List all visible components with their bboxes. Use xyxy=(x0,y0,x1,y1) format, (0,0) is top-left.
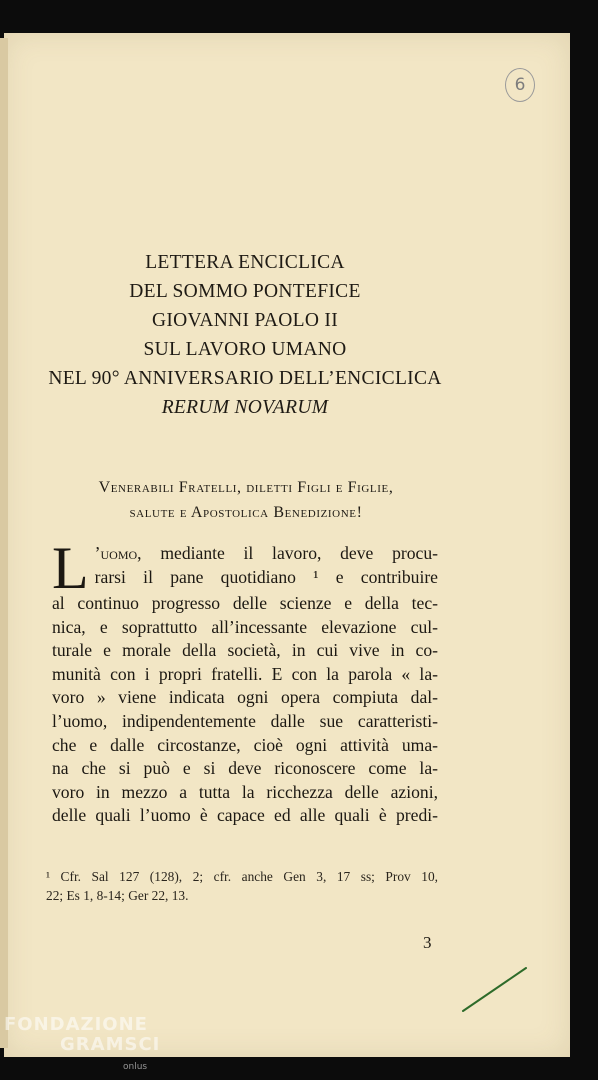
encyclical-title xyxy=(0,248,490,422)
watermark-logo xyxy=(2,1012,161,1072)
body-line: munità con i propri fratelli. E con la parola « la- xyxy=(52,663,438,684)
body-line: l’uomo, indipendentemente dalle sue caratteristi- xyxy=(52,710,438,731)
title-line: SUL LAVORO UMANO xyxy=(143,339,347,360)
body-line: rarsi il pane quotidiano ¹ e contribuire xyxy=(94,566,438,587)
body-line xyxy=(52,542,438,566)
body-line: voro in mezzo a tutta la ricchezza delle azioni, xyxy=(52,781,438,802)
body-line: nica, e soprattutto all’incessante elevazione cul- xyxy=(52,616,438,637)
body-line: delle quali l’uomo è capace ed alle quali è predi- xyxy=(52,805,438,826)
footnote-line: ¹ Cfr. Sal 127 (128), 2; cfr. anche Gen 3, 17 ss; Prov 10, xyxy=(46,869,438,884)
drop-cap: L xyxy=(52,535,89,601)
first-line-rest: mediante il lavoro, deve procu- xyxy=(141,543,438,563)
body-line: turale e morale della società, in cui vive in co- xyxy=(52,640,438,661)
title-line: GIOVANNI PAOLO II xyxy=(151,310,339,331)
body-line: che e dalle circostanze, cioè ogni attività uma- xyxy=(52,734,438,755)
title-line-italic: RERUM NOVARUM xyxy=(161,397,329,418)
pen-stroke-mark xyxy=(460,965,530,1015)
first-word-caps: ’uomo, xyxy=(94,543,142,563)
page-edge xyxy=(0,38,8,1048)
salutation-line: Venerabili Fratelli, diletti Figli e Figlie, xyxy=(98,479,394,496)
watermark-line: GRAMSCI xyxy=(60,1034,161,1055)
watermark-line: onlus xyxy=(123,1062,148,1072)
title-line: LETTERA ENCICLICA xyxy=(145,252,345,273)
footnote xyxy=(46,867,438,905)
body-paragraph xyxy=(52,535,438,828)
handwritten-page-number: 6 xyxy=(505,68,535,102)
body-line: na che si può e si deve riconoscere come la- xyxy=(52,758,438,779)
page-number: 3 xyxy=(423,933,432,952)
salutation-line: salute e Apostolica Benedizione! xyxy=(129,504,363,521)
title-line: DEL SOMMO PONTEFICE xyxy=(129,281,361,302)
watermark-line: FONDAZIONE xyxy=(4,1014,148,1035)
salutation xyxy=(46,475,446,525)
body-line: al continuo progresso delle scienze e della tec- xyxy=(52,593,438,613)
body-line: voro » viene indicata ogni opera compiuta dal- xyxy=(52,687,438,708)
title-line: NEL 90° ANNIVERSARIO DELL’ENCICLICA xyxy=(48,368,442,389)
footnote-line: 22; Es 1, 8-14; Ger 22, 13. xyxy=(46,888,189,903)
